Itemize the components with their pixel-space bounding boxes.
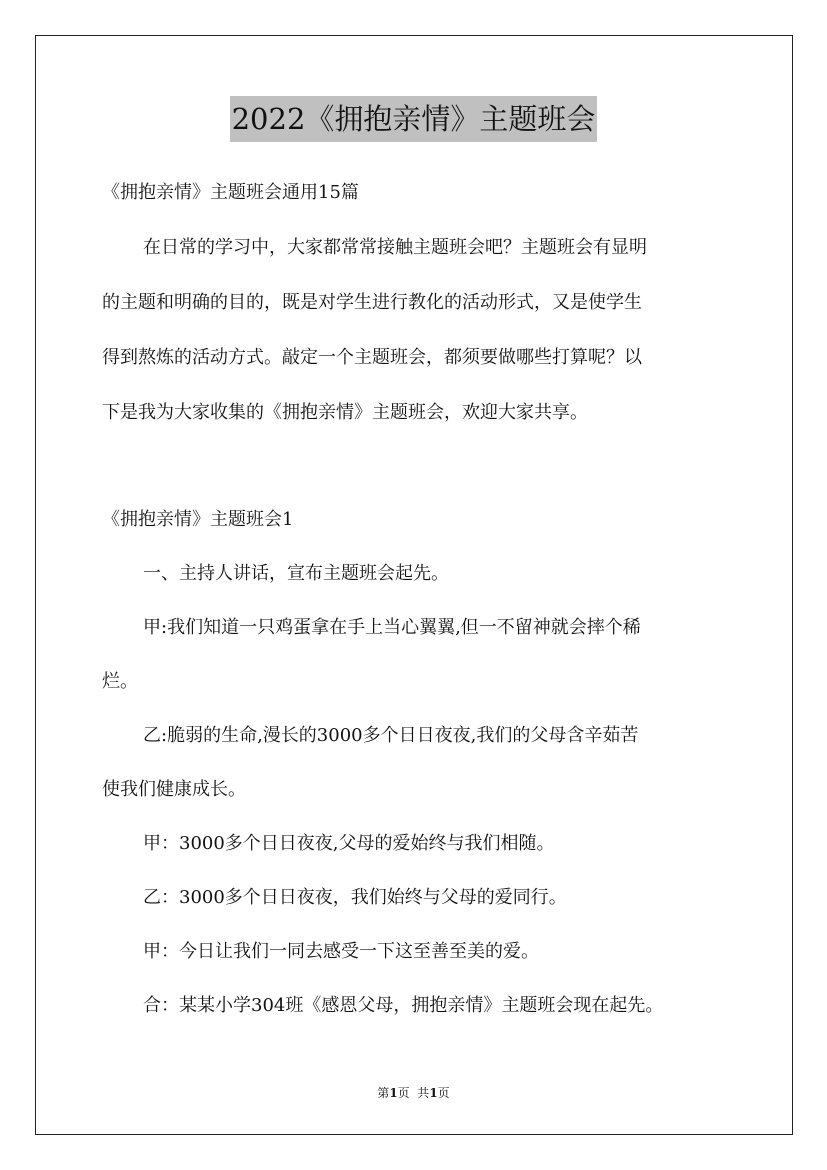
section-heading: 《拥抱亲情》主题班会1 <box>102 509 294 530</box>
footer-suffix: 页 <box>437 1086 450 1100</box>
body-line: 乙：3000多个日日夜夜，我们始终与父母的爱同行。 <box>143 887 567 908</box>
intro-line: 下是我为大家收集的《拥抱亲情》主题班会，欢迎大家共享。 <box>102 402 588 423</box>
footer-prefix: 第 <box>377 1086 390 1100</box>
document-subtitle: 《拥抱亲情》主题班会通用15篇 <box>102 182 359 203</box>
body-line: 烂。 <box>102 671 138 692</box>
body-line: 甲:我们知道一只鸡蛋拿在手上当心翼翼,但一不留神就会摔个稀 <box>143 617 641 638</box>
intro-line: 的主题和明确的目的，既是对学生进行教化的活动形式，又是使学生 <box>102 292 642 313</box>
body-line: 甲：今日让我们一同去感受一下这至善至美的爱。 <box>143 941 539 962</box>
body-line: 合：某某小学304班《感恩父母，拥抱亲情》主题班会现在起先。 <box>143 995 664 1016</box>
intro-line: 在日常的学习中，大家都常常接触主题班会吧？主题班会有显明 <box>143 237 647 258</box>
body-line: 甲：3000多个日日夜夜,父母的爱始终与我们相随。 <box>143 833 555 854</box>
body-line: 一、主持人讲话，宣布主题班会起先。 <box>143 563 449 584</box>
total-pages: 1 <box>429 1086 438 1100</box>
page-footer <box>0 1084 827 1102</box>
body-line: 乙:脆弱的生命,漫长的3000多个日日夜夜,我们的父母含辛茹苦 <box>143 725 639 746</box>
title-container <box>0 96 827 142</box>
intro-line: 得到熬炼的活动方式。敲定一个主题班会，都须要做哪些打算呢？以 <box>102 347 642 368</box>
document-title: 2022《拥抱亲情》主题班会 <box>230 96 598 142</box>
footer-mid: 页 共 <box>397 1086 430 1100</box>
page-number: 1 <box>389 1086 398 1100</box>
body-line: 使我们健康成长。 <box>102 779 246 800</box>
